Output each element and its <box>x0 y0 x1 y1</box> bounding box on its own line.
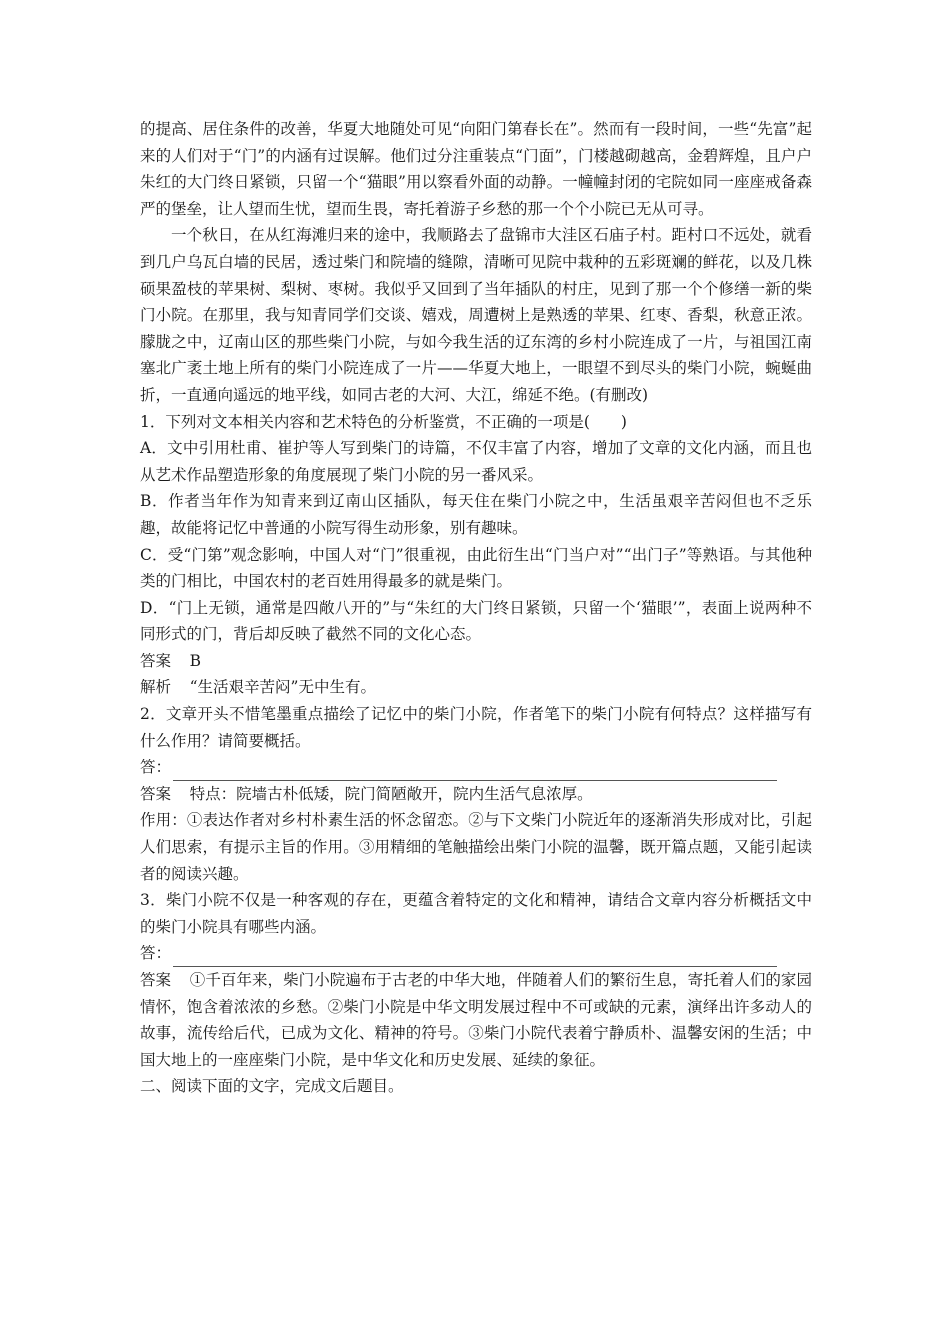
question-2-effect: 作用：①表达作者对乡村朴素生活的怀念留恋。②与下文柴门小院近年的逐渐消失形成对比，引起人们思索，有提示主旨的作用。③用精细的笔触描绘出柴门小院的温馨，既开篇点题，又能引起读者的阅读兴趣。 <box>140 811 812 883</box>
section-2-heading: 二、阅读下面的文字，完成文后题目。 <box>140 1077 404 1096</box>
reply-underline[interactable] <box>173 948 777 967</box>
question-1-stem: 1．下列对文本相关内容和艺术特色的分析鉴赏，不正确的一项是( ) <box>140 412 627 431</box>
question-1-option-d: D．“门上无锁，通常是四敞八开的”与“朱红的大门终日紧锁，只留一个‘猫眼’”，表面上说两种不同形式的门，背后却反映了截然不同的文化心态。 <box>140 598 812 644</box>
reply-underline[interactable] <box>173 762 777 781</box>
answer-label: 答案 <box>140 784 172 803</box>
question-1-option-a: A．文中引用杜甫、崔护等人写到柴门的诗篇，不仅丰富了内容，增加了文章的文化内涵，而且也从艺术作品塑造形象的角度展现了柴门小院的另一番风采。 <box>140 439 812 484</box>
question-3-answer <box>140 967 812 1073</box>
answer-text: ①千百年来，柴门小院遍布于古老的中华大地，伴随着人们的繁衍生息，寄托着人们的家园情怀，饱含着浓浓的乡愁。②柴门小院是中华文明发展过程中不可或缺的元素，演绎出许多动人的故事，流传给后代，已成为文化、精神的符号。③柴门小院代表着宁静质朴、温馨安闲的生活；中国大地上的一座座柴门小院，是中华文化和历史发展、延续的象征。 <box>140 971 812 1069</box>
question-1-option-b: B．作者当年作为知青来到辽南山区插队，每天住在柴门小院之中，生活虽艰辛苦闷但也不乏乐趣，故能将记忆中普通的小院写得生动形象，别有趣味。 <box>140 492 812 537</box>
question-1-answer <box>140 648 812 675</box>
question-2-answer <box>140 781 812 808</box>
reply-label: 答： <box>140 758 172 777</box>
analysis-label: 解析 <box>140 678 172 697</box>
analysis-text: “生活艰辛苦闷”无中生有。 <box>189 678 376 697</box>
question-2-reply-line <box>140 754 812 781</box>
question-1-option-c: C．受“门第”观念影响，中国人对“门”很重视，由此衍生出“门当户对”“出门子”等熟语。与其他种类的门相比，中国农村的老百姓用得最多的就是柴门。 <box>140 545 812 591</box>
question-2-stem: 2．文章开头不惜笔墨重点描绘了记忆中的柴门小院，作者笔下的柴门小院有何特点？这样描写有什么作用？请简要概括。 <box>140 705 812 750</box>
question-1-analysis <box>140 674 812 701</box>
document-page <box>140 116 812 1100</box>
passage-paragraph-1: 的提高、居住条件的改善，华夏大地随处可见“向阳门第春长在”。然而有一段时间，一些“先富”起来的人们对于“门”的内涵有过误解。他们过分注重装点“门面”，门楼越砌越高，金碧辉煌，且户户朱红的大门终日紧锁，只留一个“猫眼”用以察看外面的动静。一幢幢封闭的宅院如同一座座戒备森严的堡垒，让人望而生忧，望而生畏，寄托着游子乡愁的那一个个小院已无从可寻。 <box>140 120 812 218</box>
passage-paragraph-2: 一个秋日，在从红海滩归来的途中，我顺路去了盘锦市大洼区石庙子村。距村口不远处，就看到几户乌瓦白墙的民居，透过柴门和院墙的缝隙，清晰可见院中栽种的五彩斑斓的鲜花，以及几株硕果盈枝的苹果树、梨树、枣树。我似乎又回到了当年插队的村庄，见到了那一个个修缮一新的柴门小院。在那里，我与知青同学们交谈、嬉戏，周遭树上是熟透的苹果、红枣、香梨，秋意正浓。朦胧之中，辽南山区的那些柴门小院，与如今我生活的辽东湾的乡村小院连成了一片，与祖国江南塞北广袤土地上所有的柴门小院连成了一片——华夏大地上，一眼望不到尽头的柴门小院，蜿蜒曲折，一直通向遥远的地平线，如同古老的大河、大江，绵延不绝。(有删改) <box>140 226 812 404</box>
answer-label: 答案 <box>140 971 172 989</box>
question-3-stem: 3．柴门小院不仅是一种客观的存在，更蕴含着特定的文化和精神，请结合文章内容分析概括文中的柴门小院具有哪些内涵。 <box>140 891 812 936</box>
question-3-reply-line <box>140 940 812 967</box>
answer-label: 答案 <box>140 651 172 670</box>
answer-text: 特点：院墙古朴低矮，院门简陋敞开，院内生活气息浓厚。 <box>189 784 593 803</box>
answer-value: B <box>189 651 201 670</box>
reply-label: 答： <box>140 944 172 963</box>
